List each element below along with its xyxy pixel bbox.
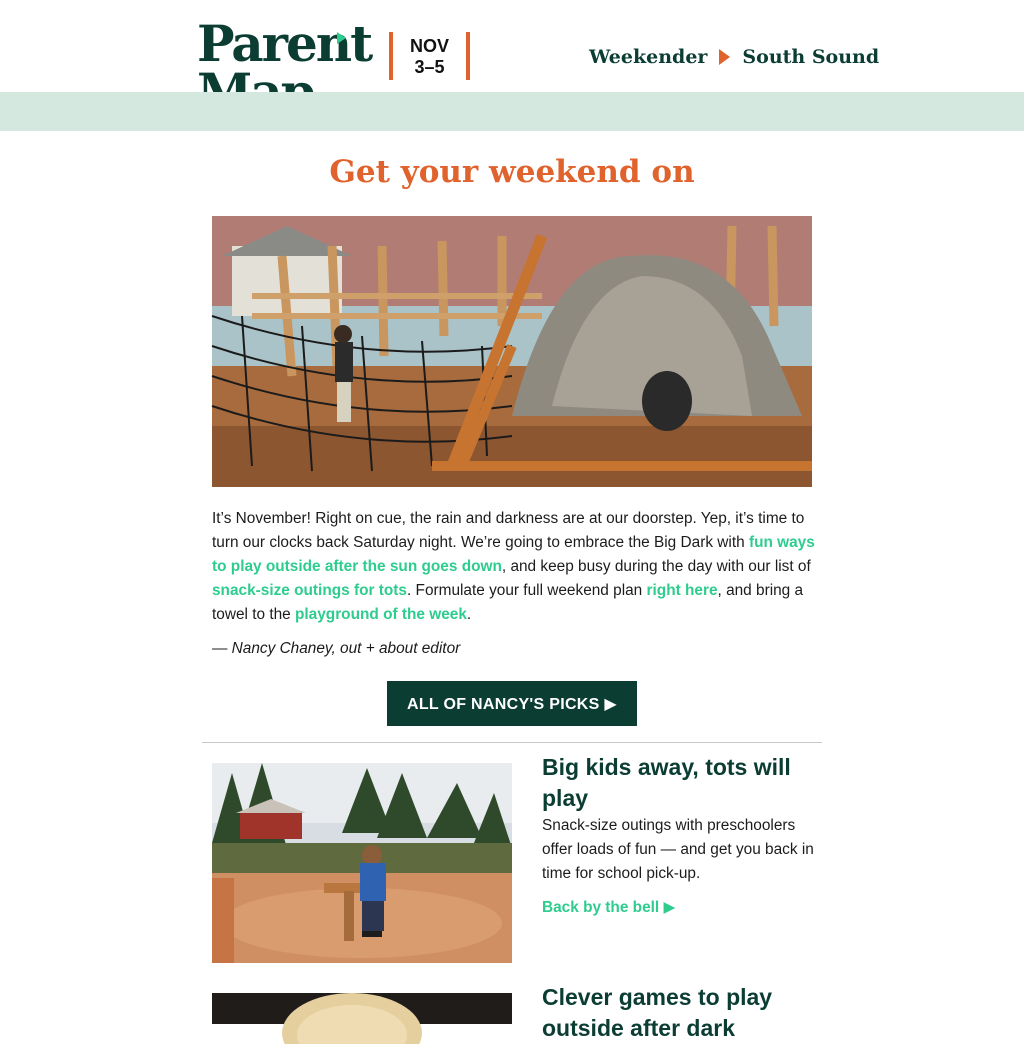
intro-text-1: It’s November! Right on cue, the rain and darkness are at our doorstep. Yep, it’s time to turn our clocks back Saturday night. We’re going to embrace the Big Dark with (212, 510, 805, 551)
story-illustration-tots (212, 763, 512, 963)
editor-signature: — Nancy Chaney, out + about editor (212, 640, 461, 657)
intro-text-2: , and keep busy during the day with our list of (501, 558, 811, 575)
date-days: 3–5 (414, 57, 445, 77)
logo-play-icon (337, 32, 346, 44)
breadcrumb-region[interactable]: South Sound (742, 46, 880, 68)
link-weekend-plan[interactable]: right here (646, 582, 718, 599)
all-picks-button[interactable]: ALL OF NANCY'S PICKS ▶ (387, 681, 637, 726)
story-description-tots: Snack-size outings with preschoolers offer loads of fun — and get you back in time for school pick-up. (542, 817, 814, 882)
intro-text-4: , and bring a towel to the (212, 582, 804, 623)
breadcrumb-arrow-icon (719, 49, 730, 65)
date-badge (389, 32, 470, 80)
header (0, 0, 1024, 92)
story-link-back-by-bell[interactable]: Back by the bell ▶ (542, 899, 676, 916)
section-divider (202, 742, 822, 743)
intro-text-3: . Formulate your full weekend plan (406, 582, 647, 599)
intro-text-5: . (466, 606, 472, 623)
link-playground-of-week[interactable]: playground of the week (295, 606, 467, 623)
breadcrumb (589, 44, 879, 70)
newsletter-headline: Get your weekend on (329, 154, 695, 190)
story-image-games[interactable] (212, 993, 512, 1024)
hero-image-playground[interactable] (212, 216, 812, 487)
logo-line1: Parent (197, 14, 372, 73)
story-title-games[interactable]: Clever games to play outside after dark (542, 984, 773, 1041)
hero-illustration (212, 216, 812, 487)
date-month: NOV (409, 36, 449, 56)
story-image-tots[interactable] (212, 763, 512, 963)
header-band (0, 92, 1024, 131)
story-title-tots[interactable]: Big kids away, tots will play (542, 754, 791, 811)
story-illustration-games (212, 993, 512, 1024)
link-play-after-dark[interactable]: fun ways to play outside after the sun goes down (212, 534, 815, 575)
breadcrumb-section[interactable]: Weekender (589, 46, 708, 68)
link-snack-size-outings[interactable]: snack-size outings for tots (212, 582, 407, 599)
intro-paragraph (212, 507, 816, 627)
